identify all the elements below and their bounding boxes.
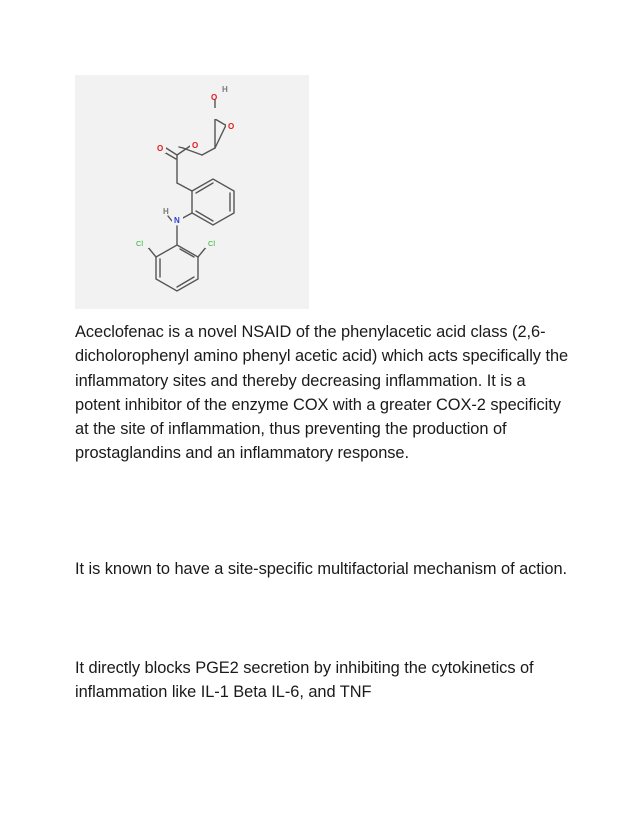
paragraph-description: Aceclofenac is a novel NSAID of the phenylacetic acid class (2,6-dicholorophenyl amino phenyl acetic acid) which acts specifically the inflammatory sites and thereby decreasing inflammation. It is a potent inhibitor of the enzyme COX with a greater COX-2 specificity at the site of inflammation, thus preventing the production of prostaglandins and an inflammatory response. — [75, 323, 569, 463]
paragraph-pge2: It directly blocks PGE2 secretion by inhibiting the cytokinetics of inflammation like IL-1 Beta IL-6, and TNF — [75, 659, 534, 702]
lower-benzene-ring — [156, 245, 198, 291]
bond-ch2-c — [202, 148, 215, 155]
bond-ester-o-c — [179, 147, 183, 148]
atom-o-hydroxyl: O — [211, 93, 218, 102]
upper-benzene-ring — [192, 179, 234, 225]
atom-cl-left: Cl — [136, 239, 144, 248]
aceclofenac-structure-figure — [75, 75, 309, 309]
paragraph-mechanism: It is known to have a site-specific multifactorial mechanism of action. — [75, 560, 568, 578]
atom-n-amine: N — [174, 216, 180, 225]
atom-cl-right: Cl — [208, 239, 216, 248]
bond-ch2-ring — [177, 183, 192, 191]
chemical-structure-diagram — [75, 75, 309, 309]
atom-o-carbonyl-right: O — [228, 122, 235, 131]
bond-c-o-double-a — [215, 123, 227, 148]
atom-h-amine: H — [163, 207, 169, 216]
atom-o-ester: O — [192, 141, 199, 150]
bond-n-h — [168, 216, 172, 221]
atom-o-carbonyl-left: O — [157, 144, 164, 153]
label-bg — [209, 108, 221, 119]
bond-c-o-double-b — [215, 119, 227, 126]
bonds — [147, 100, 234, 291]
atom-h-top: H — [222, 85, 228, 94]
atom-labels — [135, 85, 237, 248]
